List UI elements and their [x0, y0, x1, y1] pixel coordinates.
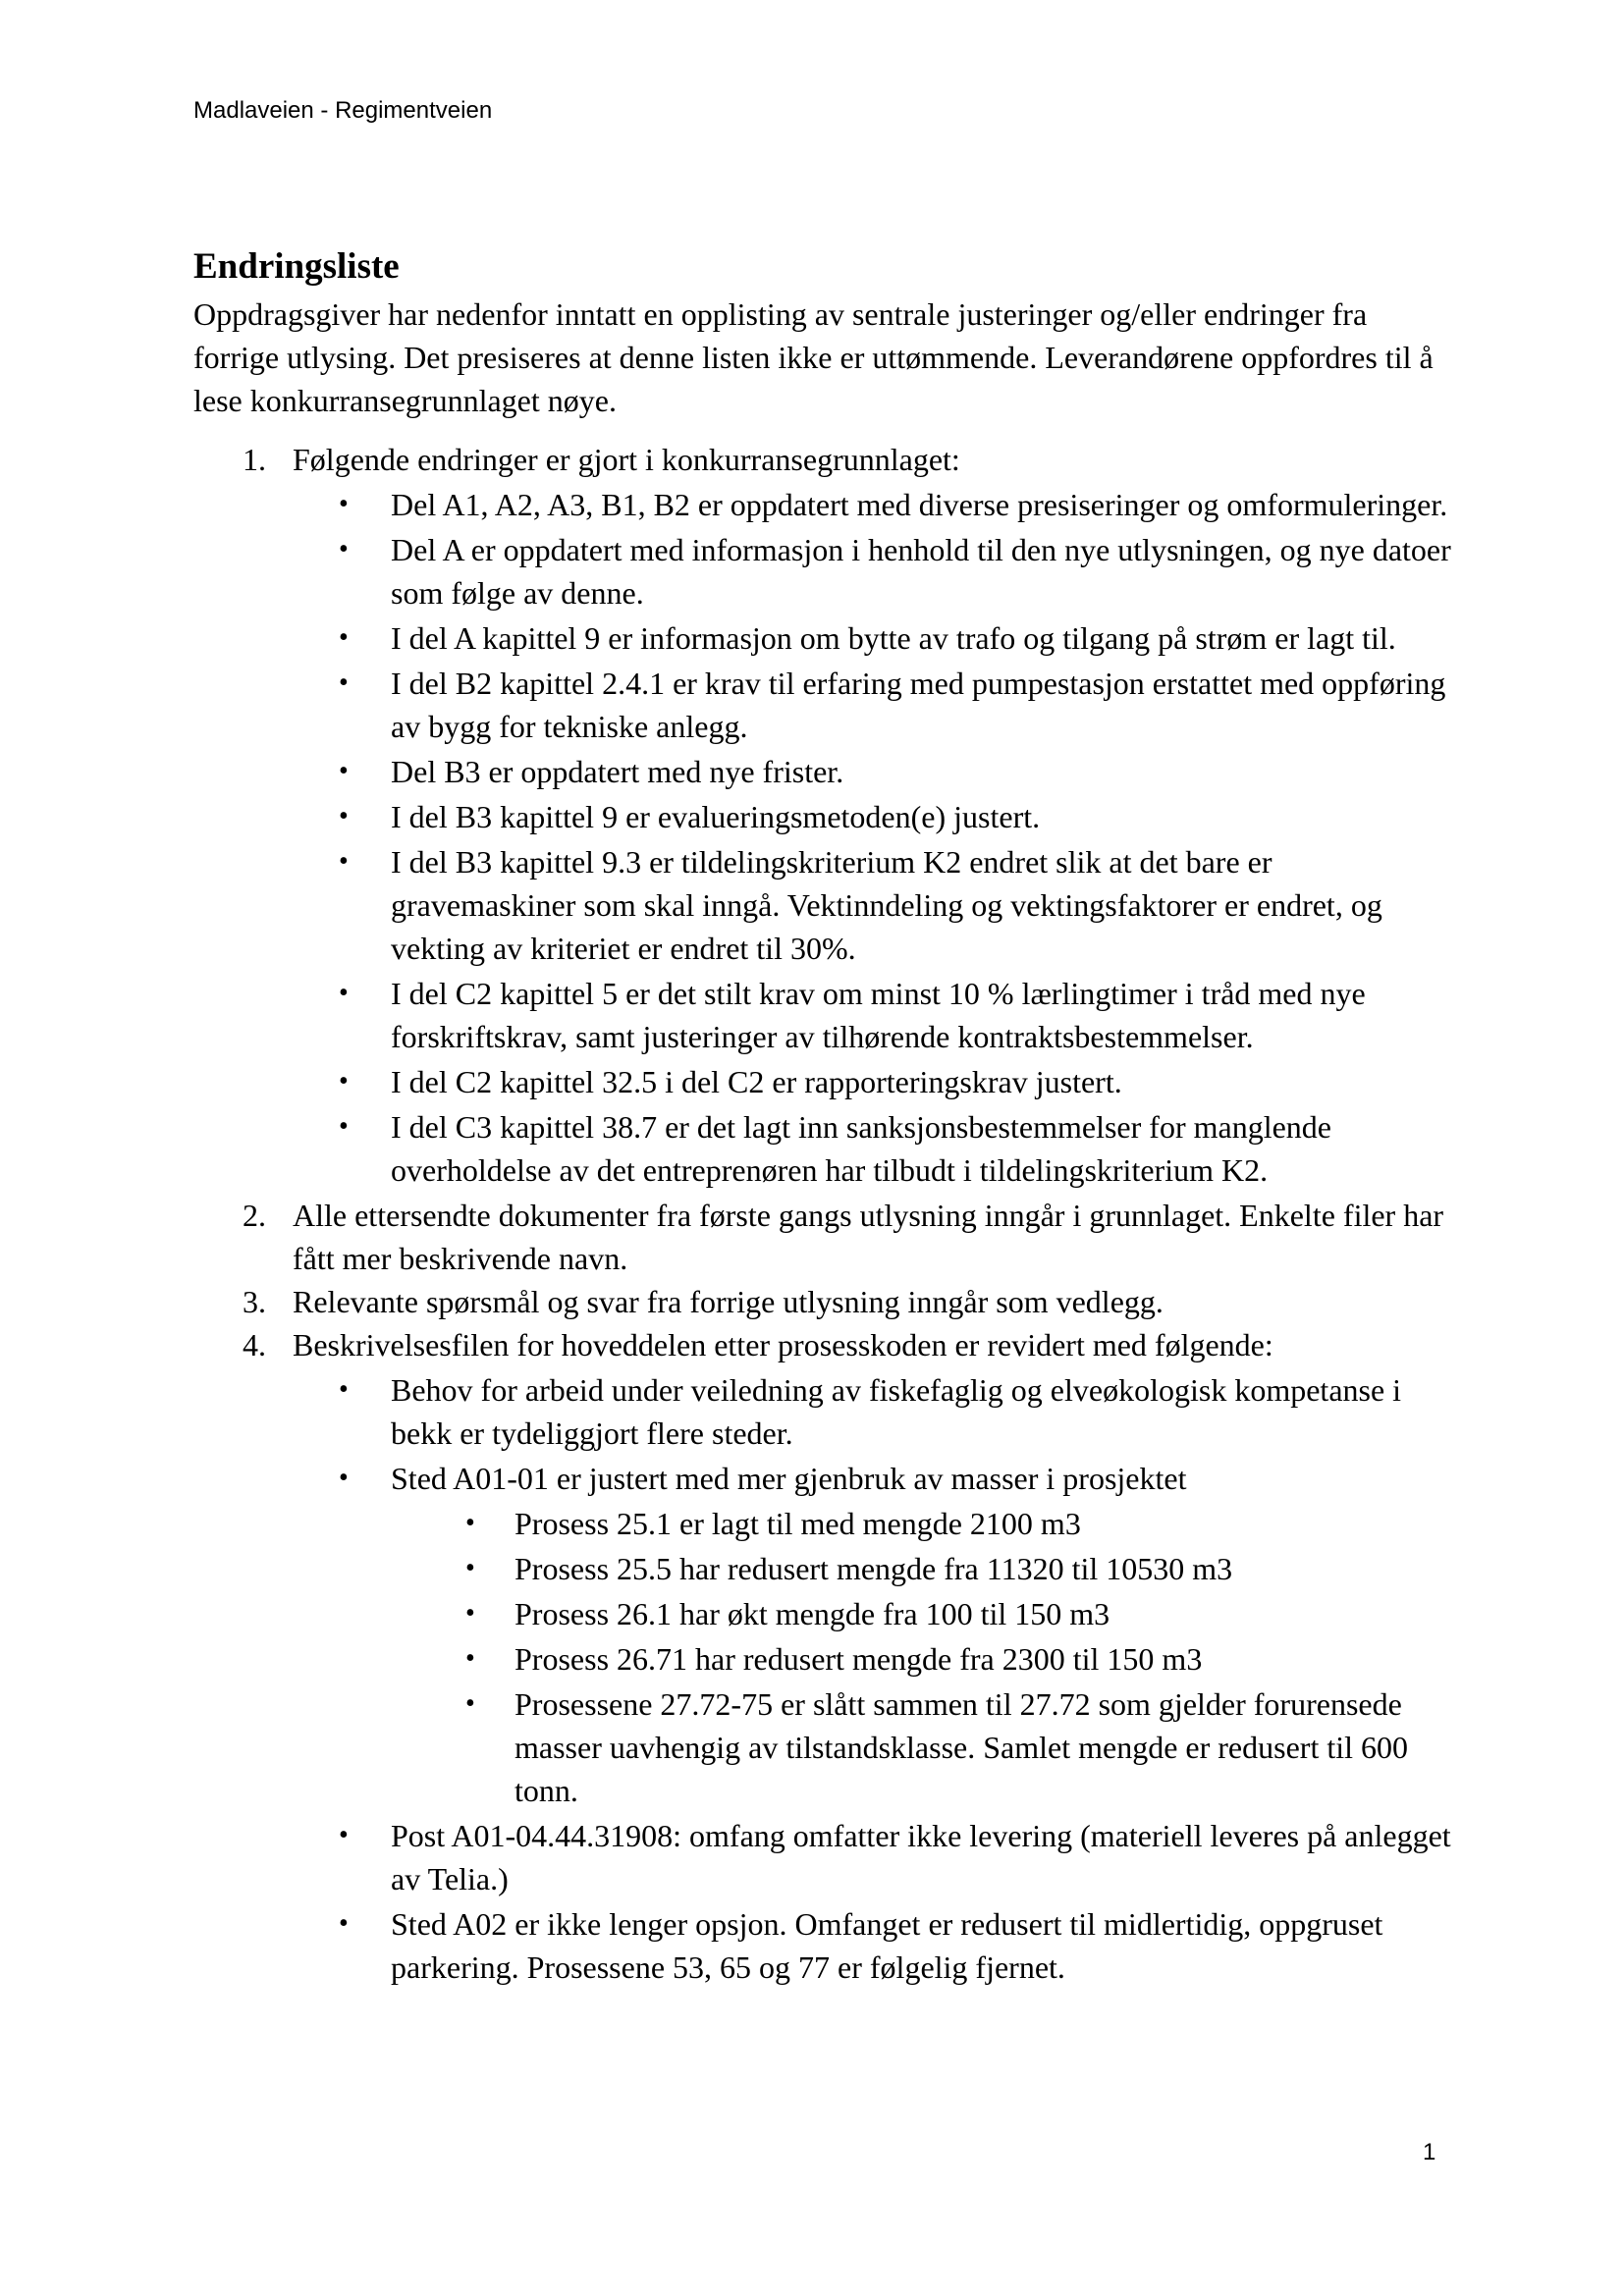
bullet-text: Del B3 er oppdatert med nye frister. [391, 754, 844, 789]
bullet-icon: • [339, 1463, 349, 1493]
change-item-1 [193, 438, 1460, 1192]
list-item [293, 972, 1460, 1058]
list-item [293, 1902, 1460, 1989]
bullet-text: I del B2 kapittel 2.4.1 er krav til erfaring med pumpestasjon erstattet med oppføring av bygg for tekniske anlegg. [391, 666, 1446, 744]
page-number: 1 [1423, 2139, 1436, 2165]
bullet-icon: • [465, 1643, 475, 1674]
sub-bullet-text: Prosess 26.1 har økt mengde fra 100 til 150 m3 [514, 1596, 1110, 1631]
bullet-icon: • [339, 846, 349, 877]
list-item [293, 795, 1460, 838]
bullet-icon: • [339, 622, 349, 653]
bullet-icon: • [339, 667, 349, 698]
item-text: Beskrivelsesfilen for hoveddelen etter prosesskoden er revidert med følgende: [293, 1327, 1273, 1362]
change-item-2 [193, 1194, 1460, 1280]
bullet-list [293, 1368, 1460, 1989]
bullet-icon: • [339, 1111, 349, 1142]
sub-list-item [391, 1592, 1460, 1635]
list-item [293, 483, 1460, 526]
bullet-icon: • [339, 1908, 349, 1939]
bullet-icon: • [339, 1374, 349, 1405]
item-text: Følgende endringer er gjort i konkurransegrunnlaget: [293, 442, 960, 477]
bullet-icon: • [339, 756, 349, 786]
document-title: Endringsliste [193, 246, 400, 287]
bullet-text: I del A kapittel 9 er informasjon om bytte av trafo og tilgang på strøm er lagt til. [391, 620, 1396, 656]
item-text: Alle ettersendte dokumenter fra første gangs utlysning inngår i grunnlaget. Enkelte filer har fått mer beskrivende navn. [293, 1198, 1444, 1276]
sub-list-item [391, 1547, 1460, 1590]
change-list [193, 438, 1460, 1989]
sub-list-item [391, 1502, 1460, 1545]
bullet-text: I del C2 kapittel 32.5 i del C2 er rapporteringskrav justert. [391, 1064, 1122, 1099]
bullet-icon: • [339, 534, 349, 564]
bullet-text: Sted A01-01 er justert med mer gjenbruk av masser i prosjektet [391, 1461, 1187, 1496]
list-item [293, 528, 1460, 614]
item-number: 2. [243, 1198, 266, 1233]
sub-list-item [391, 1682, 1460, 1812]
list-item [293, 1368, 1460, 1455]
sub-bullet-text: Prosess 25.5 har redusert mengde fra 11320 til 10530 m3 [514, 1551, 1233, 1586]
bullet-text: I del B3 kapittel 9 er evalueringsmetoden(e) justert. [391, 799, 1041, 834]
intro-paragraph: Oppdragsgiver har nedenfor inntatt en opplisting av sentrale justeringer og/eller endringer fra forrige utlysing. Det presiseres at denne listen ikke er uttømmende. Leverandørene oppfordres til å lese konkurransegrunnlaget nøye. [193, 296, 1434, 418]
bullet-text: Behov for arbeid under veiledning av fiskefaglig og elveøkologisk kompetanse i bekk er tydeliggjort flere steder. [391, 1372, 1402, 1451]
sub-list-item [391, 1637, 1460, 1681]
sub-bullet-text: Prosess 26.71 har redusert mengde fra 2300 til 150 m3 [514, 1641, 1203, 1677]
item-number: 3. [243, 1284, 266, 1319]
list-item [293, 662, 1460, 748]
bullet-icon: • [339, 1820, 349, 1850]
bullet-text: Del A1, A2, A3, B1, B2 er oppdatert med diverse presiseringer og omformuleringer. [391, 487, 1448, 522]
bullet-icon: • [465, 1553, 475, 1583]
list-item [293, 1060, 1460, 1103]
sub-bullet-text: Prosessene 27.72-75 er slått sammen til 27.72 som gjelder forurensede masser uavhengig av tilstandsklasse. Samlet mengde er redusert til 600 tonn. [514, 1686, 1408, 1808]
change-item-3 [193, 1280, 1460, 1323]
bullet-icon: • [339, 978, 349, 1008]
bullet-list [293, 483, 1460, 1192]
bullet-text: Del A er oppdatert med informasjon i henhold til den nye utlysningen, og nye datoer som følge av denne. [391, 532, 1451, 611]
bullet-icon: • [465, 1508, 475, 1538]
bullet-text: I del C3 kapittel 38.7 er det lagt inn sanksjonsbestemmelser for manglende overholdelse av det entreprenøren har tilbudt i tildelingskriterium K2. [391, 1109, 1331, 1188]
bullet-icon: • [339, 489, 349, 519]
document-body [193, 245, 1460, 1991]
sub-bullet-text: Prosess 25.1 er lagt til med mengde 2100 m3 [514, 1506, 1081, 1541]
bullet-icon: • [339, 1066, 349, 1096]
item-number: 1. [243, 442, 266, 477]
bullet-text: Post A01-04.44.31908: omfang omfatter ikke levering (materiell leveres på anlegget av Telia.) [391, 1818, 1451, 1896]
list-item [293, 840, 1460, 970]
item-number: 4. [243, 1327, 266, 1362]
bullet-text: I del C2 kapittel 5 er det stilt krav om minst 10 % lærlingtimer i tråd med nye forskriftskrav, samt justeringer av tilhørende kontraktsbestemmelser. [391, 976, 1366, 1054]
list-item [293, 1457, 1460, 1812]
bullet-icon: • [465, 1598, 475, 1629]
item-text: Relevante spørsmål og svar fra forrige utlysning inngår som vedlegg. [293, 1284, 1164, 1319]
list-item [293, 750, 1460, 793]
bullet-icon: • [339, 801, 349, 831]
list-item [293, 616, 1460, 660]
bullet-icon: • [465, 1688, 475, 1719]
sub-bullet-list [391, 1502, 1460, 1812]
bullet-text: I del B3 kapittel 9.3 er tildelingskriterium K2 endret slik at det bare er gravemaskiner som skal inngå. Vektinndeling og vektingsfaktorer er endret, og vekting av kriteriet er endret til 30%. [391, 844, 1382, 966]
list-item [293, 1814, 1460, 1900]
running-header: Madlaveien - Regimentveien [193, 97, 493, 124]
change-item-4 [193, 1323, 1460, 1989]
bullet-text: Sted A02 er ikke lenger opsjon. Omfanget er redusert til midlertidig, oppgruset parkering. Prosessene 53, 65 og 77 er følgelig fjernet. [391, 1906, 1383, 1985]
list-item [293, 1105, 1460, 1192]
